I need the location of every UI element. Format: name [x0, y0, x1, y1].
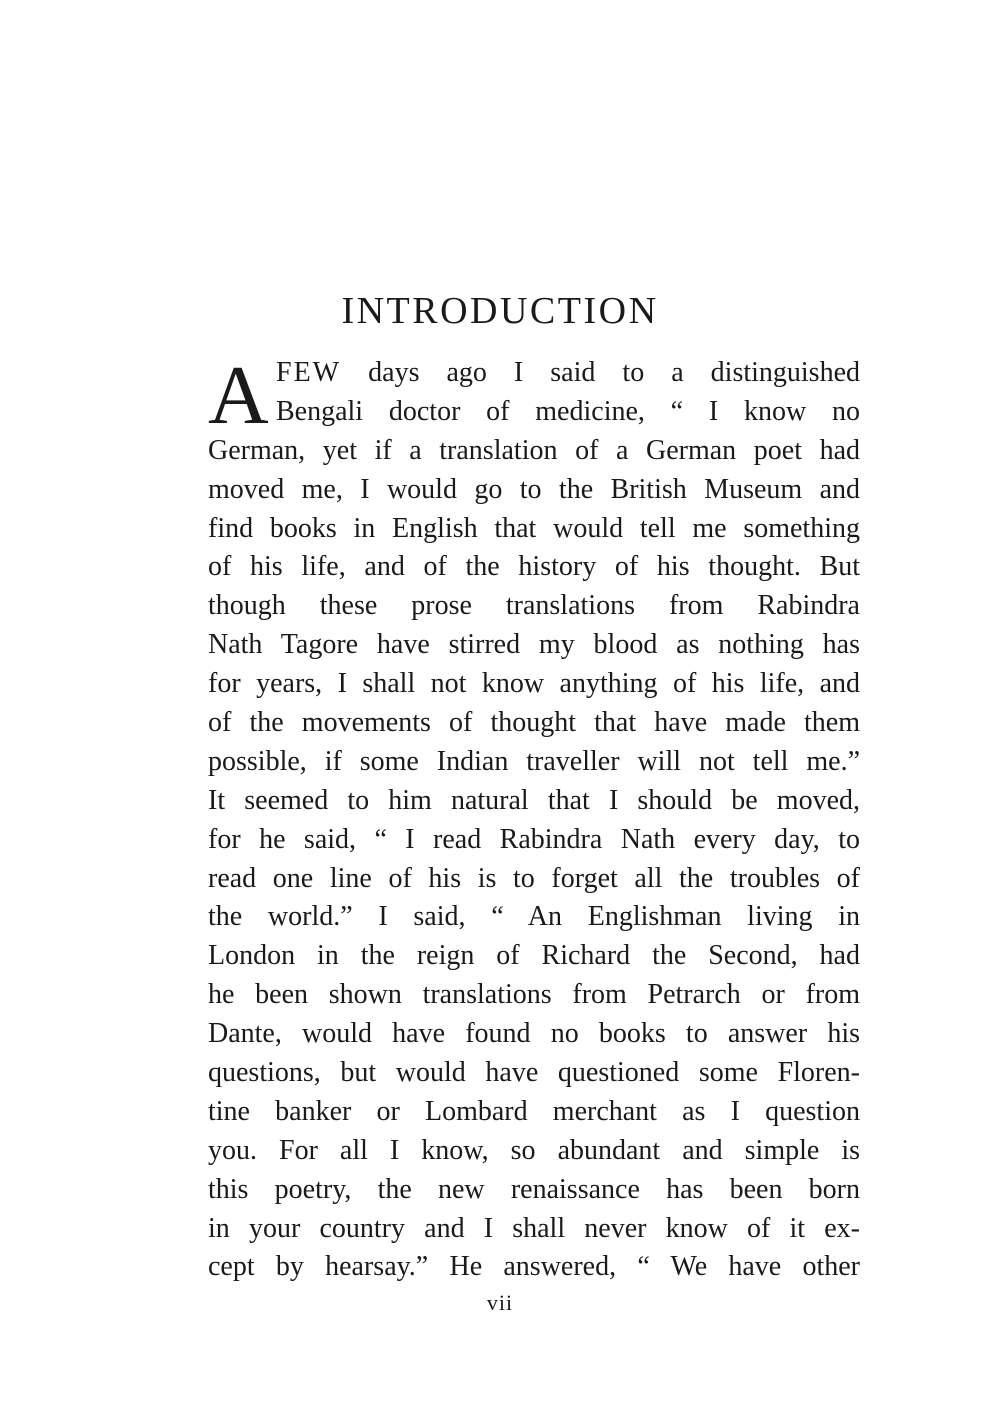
text-line-1 — [208, 354, 860, 393]
body-text — [208, 349, 860, 1287]
text-line-7: though these prose translations from Rabindra — [208, 590, 860, 622]
text-line-4: moved me, I would go to the British Museum and — [208, 473, 860, 505]
text-line-13: for he said, “ I read Rabindra Nath every day, to — [208, 823, 860, 855]
text-line-10: of the movements of thought that have made them — [208, 707, 860, 739]
text-line-17: he been shown translations from Petrarch or from — [208, 979, 860, 1011]
text-line-21: you. For all I know, so abundant and simple is — [208, 1134, 860, 1166]
first-word: FEW — [276, 357, 342, 388]
text-line-20: tine banker or Lombard merchant as I question — [208, 1095, 860, 1127]
text-line-6: of his life, and of the history of his thought. But — [208, 551, 860, 583]
first-line-rest: days ago I said to a distinguished — [368, 357, 860, 388]
text-line-16: London in the reign of Richard the Second, had — [208, 940, 860, 972]
text-line-22: this poetry, the new renaissance has been born — [208, 1173, 860, 1205]
drop-cap: A — [208, 349, 269, 442]
text-line-2: Bengali doctor of medicine, “ I know no — [276, 395, 860, 427]
text-line-12: It seemed to him natural that I should be moved, — [208, 784, 860, 816]
text-line-24: cept by hearsay.” He answered, “ We have other — [208, 1251, 860, 1283]
text-line-3: German, yet if a translation of a German poet had — [208, 434, 860, 466]
text-line-23: in your country and I shall never know of it ex- — [208, 1212, 860, 1244]
text-line-8: Nath Tagore have stirred my blood as nothing has — [208, 629, 860, 661]
page-number: vii — [486, 1290, 514, 1315]
page-title: INTRODUCTION — [341, 290, 659, 332]
text-line-14: read one line of his is to forget all the troubles of — [208, 862, 860, 894]
text-line-9: for years, I shall not know anything of his life, and — [208, 668, 860, 700]
text-line-19: questions, but would have questioned some Floren- — [208, 1057, 860, 1089]
text-line-5: find books in English that would tell me something — [208, 512, 860, 544]
text-line-18: Dante, would have found no books to answer his — [208, 1018, 860, 1050]
text-line-15: the world.” I said, “ An Englishman living in — [208, 901, 860, 933]
text-line-11: possible, if some Indian traveller will not tell me.” — [208, 745, 860, 777]
